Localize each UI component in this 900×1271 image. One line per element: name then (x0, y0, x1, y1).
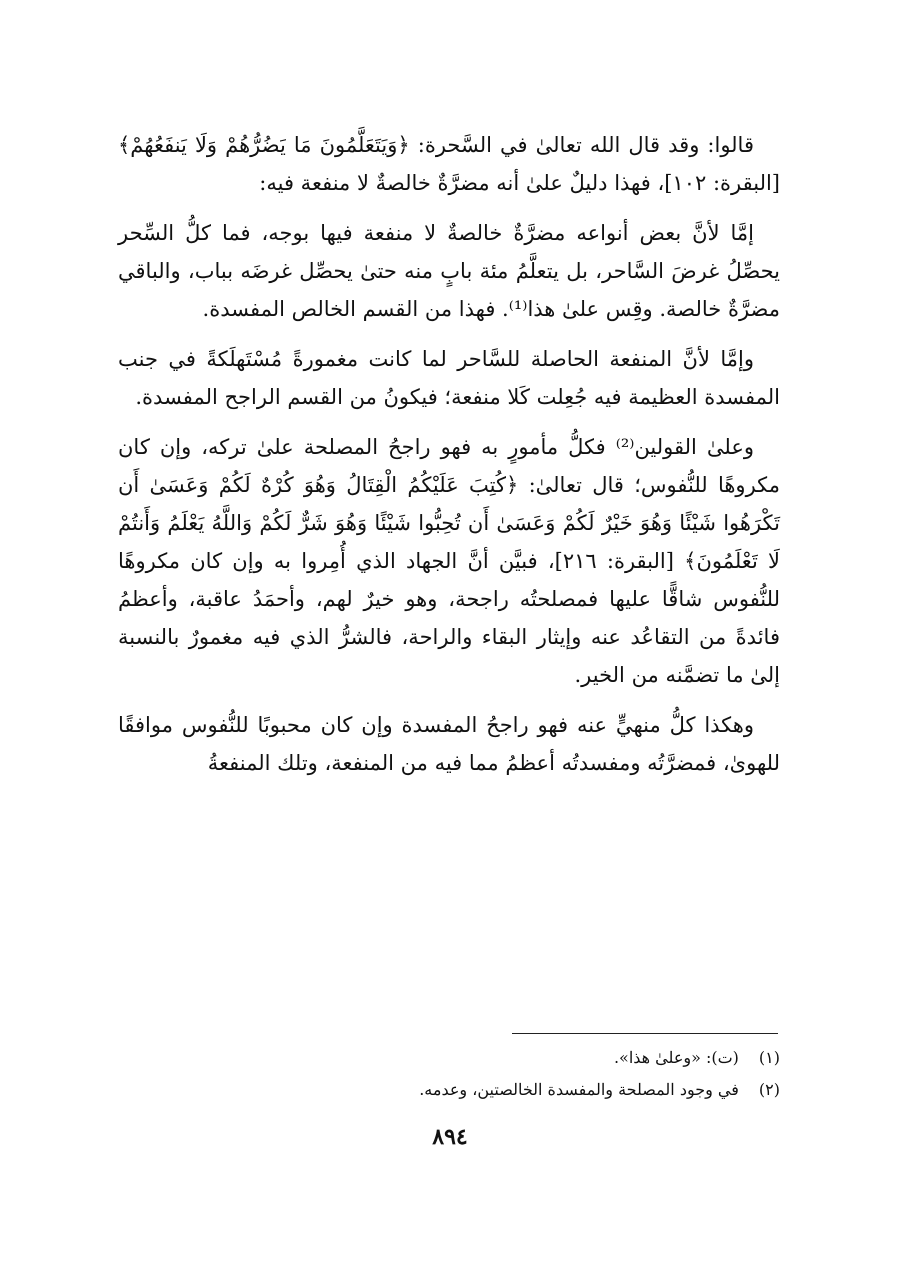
main-text (118, 126, 780, 794)
paragraph-2: إمَّا لأنَّ بعض أنواعه مضرَّةٌ خالصةٌ لا منفعة فيها بوجه، فما كلُّ السِّحر يحصِّلُ غرضَ السَّاحر، بل يتعلَّمُ مئة بابٍ منه حتىٰ يحصِّل غرضَه بباب، والباقي مضرَّةٌ خالصة. وقِس علىٰ هذا⁽¹⁾. فهذا من القسم الخالص المفسدة. (118, 221, 780, 321)
footnote-2-text: في وجود المصلحة والمفسدة الخالصتين، وعدمه. (419, 1080, 739, 1099)
footnote-1 (118, 1042, 780, 1074)
footnotes (118, 1042, 780, 1106)
footnote-1-number: (١) (758, 1048, 780, 1067)
paragraph-4: وعلىٰ القولين⁽²⁾ فكلُّ مأمورٍ به فهو راجحُ المصلحة علىٰ تركه، وإن كان مكروهًا للنُّفوس؛ قال تعالىٰ: ﴿كُتِبَ عَلَيْكُمُ الْقِتَالُ وَهُوَ كُرْهٌ لَكُمْ وَعَسَىٰ أَن تَكْرَهُوا شَيْئًا وَهُوَ خَيْرٌ لَكُمْ وَعَسَىٰ أَن تُحِبُّوا شَيْئًا وَهُوَ شَرٌّ لَكُمْ وَاللَّهُ يَعْلَمُ وَأَنتُمْ لَا تَعْلَمُونَ﴾ [البقرة: ٢١٦]، فبيَّن أنَّ الجهاد الذي أُمِروا به وإن كان مكروهًا للنُّفوس شاقًّا عليها فمصلحتُه راجحة، وهو خيرٌ لهم، وأحمَدُ عاقبة، وأعظمُ فائدةً من التقاعُد عنه وإيثار البقاء والراحة، فالشرُّ الذي فيه مغمورٌ بالنسبة إلىٰ ما تضمَّنه من الخير. (118, 435, 780, 687)
footnote-separator (512, 1033, 778, 1034)
paragraph-1: قالوا: وقد قال الله تعالىٰ في السَّحرة: ﴿وَيَتَعَلَّمُونَ مَا يَضُرُّهُمْ وَلَا يَنفَعُهُمْ﴾ [البقرة: ١٠٢]، فهذا دليلٌ علىٰ أنه مضرَّةٌ خالصةٌ لا منفعة فيه: (118, 133, 780, 195)
paragraph-5: وهكذا كلُّ منهيٍّ عنه فهو راجحُ المفسدة وإن كان محبوبًا للنُّفوس موافقًا للهوىٰ، فمضرَّتُه ومفسدتُه أعظمُ مما فيه من المنفعة، وتلك المنفعةُ (118, 713, 780, 775)
footnote-2-number: (٢) (758, 1080, 780, 1099)
footnote-2 (118, 1074, 780, 1106)
paragraph-3: وإمَّا لأنَّ المنفعة الحاصلة للسَّاحر لما كانت مغمورةً مُسْتَهلَكةً في جنب المفسدة العظيمة فيه جُعِلت كَلا منفعة؛ فيكونُ من القسم الراجح المفسدة. (118, 347, 780, 409)
footnote-1-text: (ت): «وعلىٰ هذا». (613, 1048, 739, 1067)
page-number: ٨٩٤ (432, 1124, 468, 1150)
